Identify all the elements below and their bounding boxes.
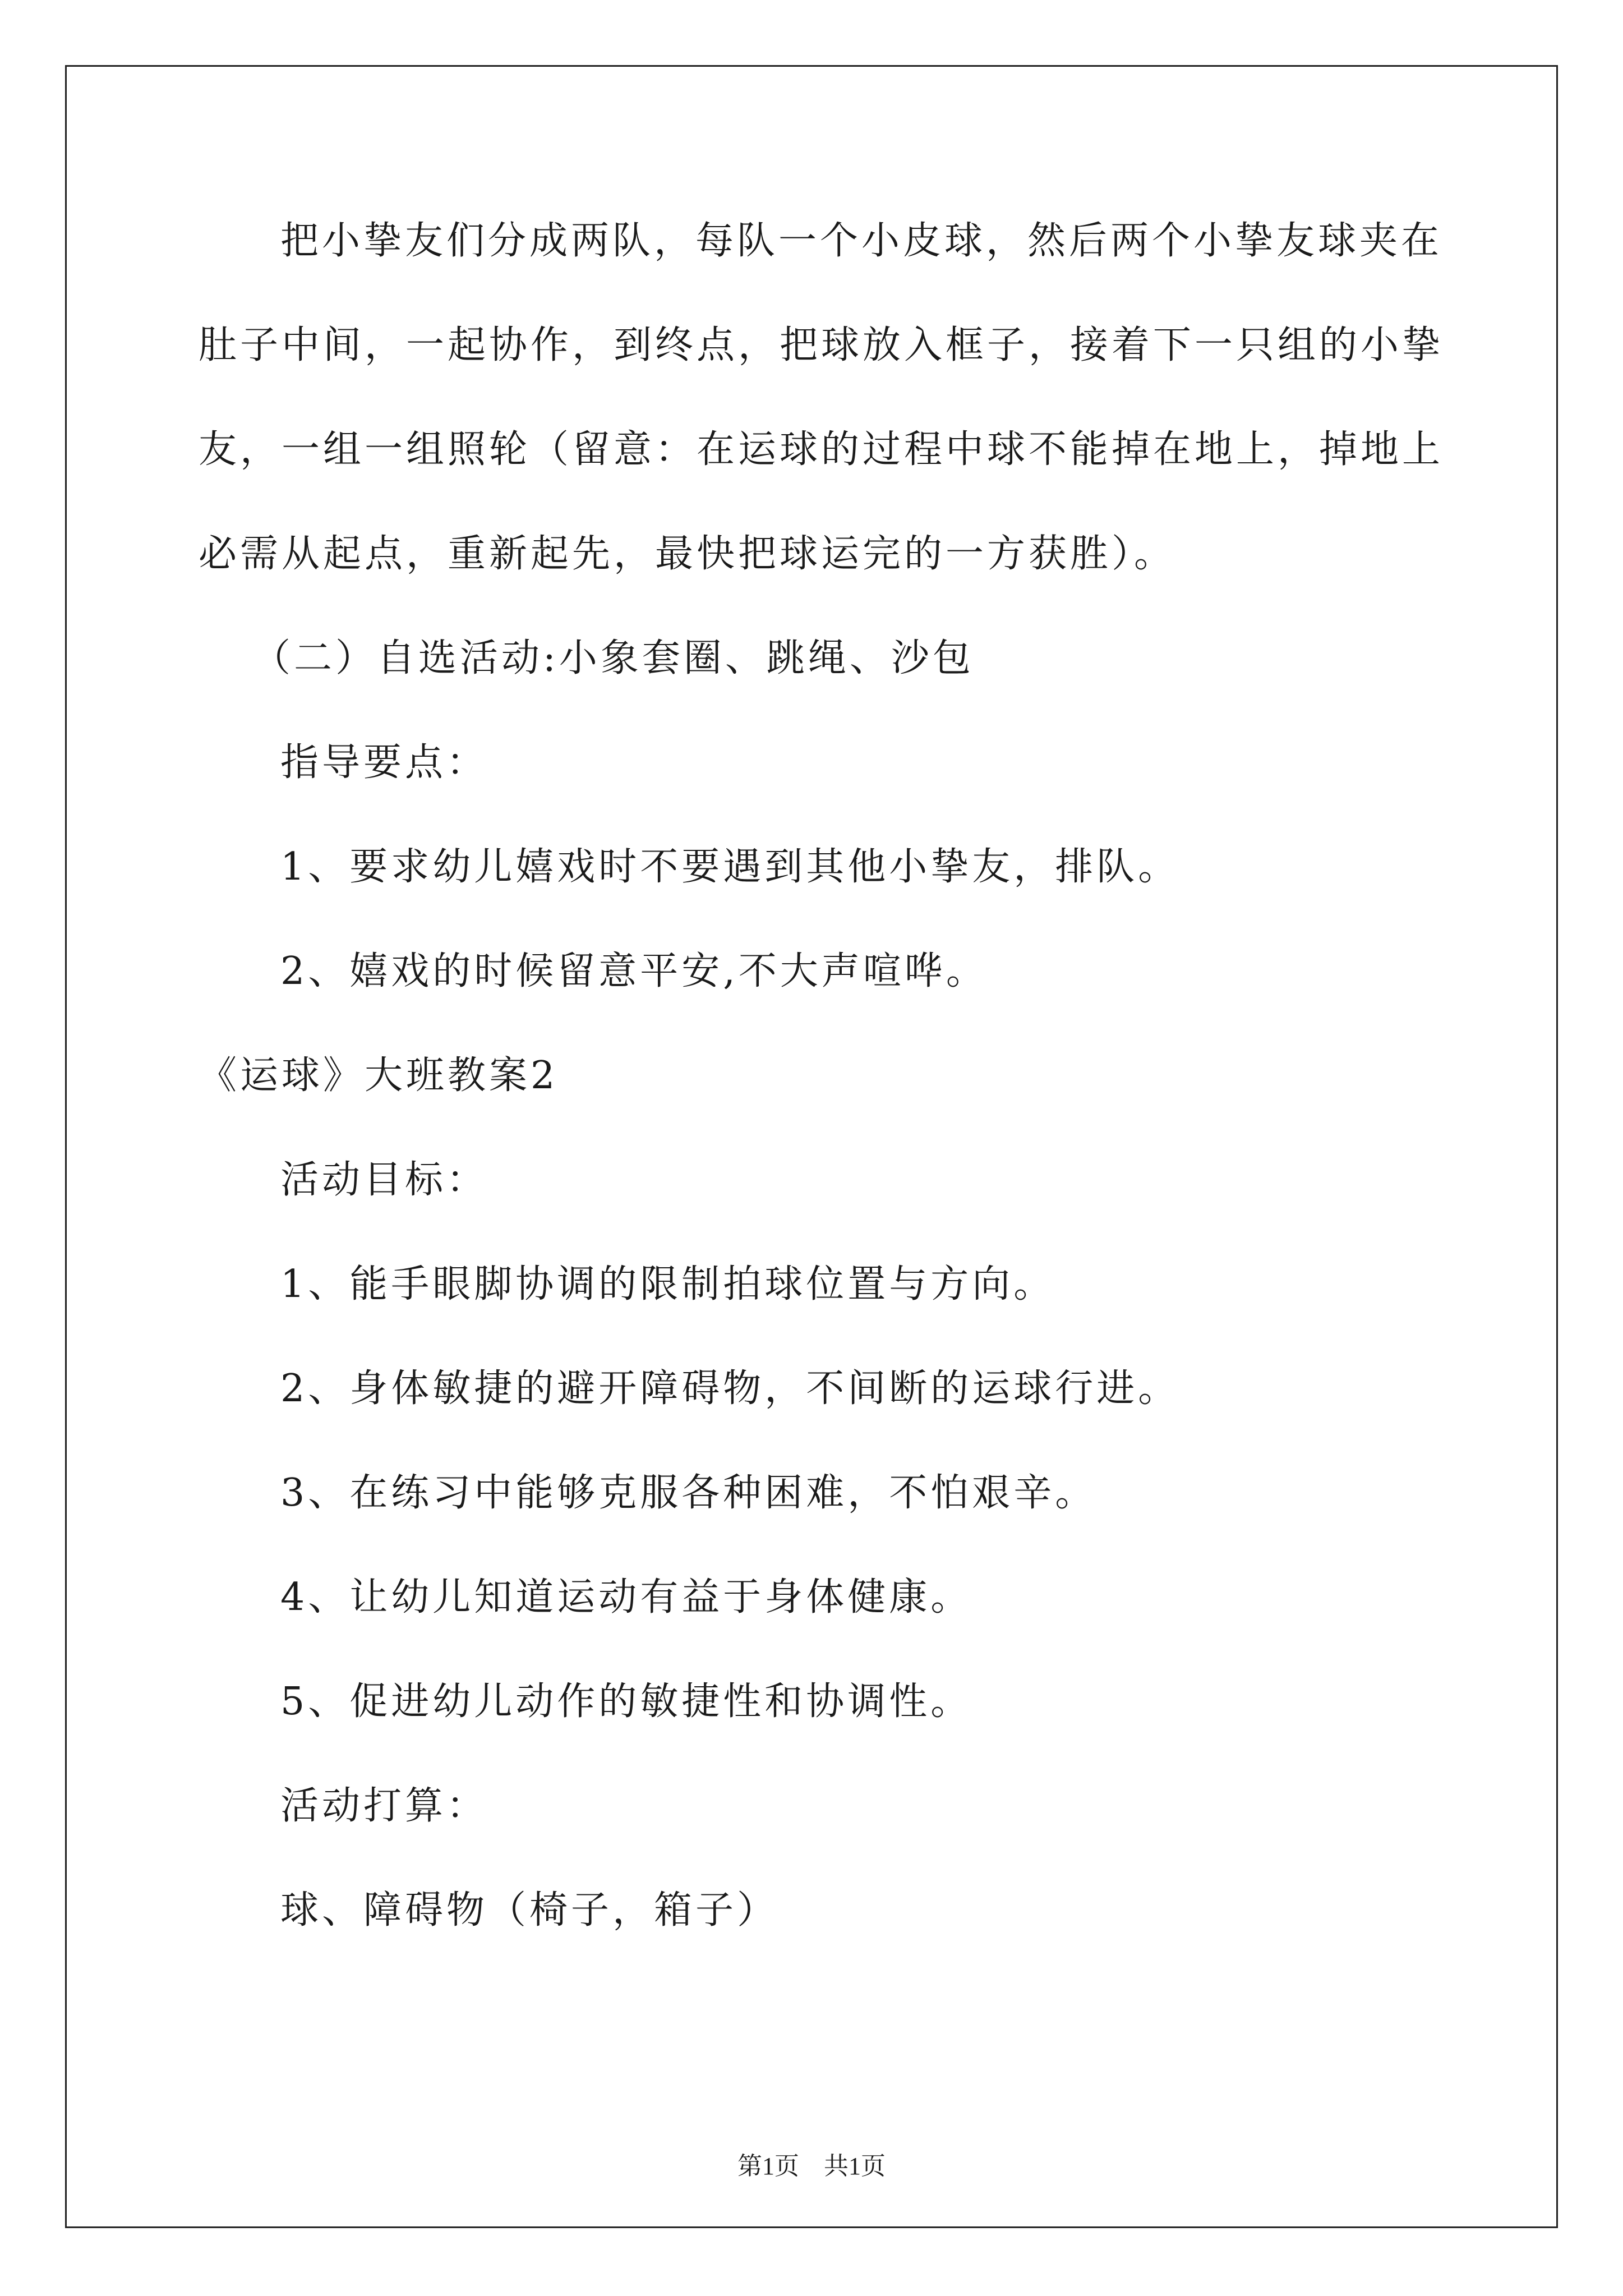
prep-items: 球、障碍物（椅子，箱子） bbox=[280, 1888, 779, 1932]
prep-heading: 活动打算： bbox=[280, 1784, 488, 1828]
goal-item: 1、能手眼脚协调的限制拍球位置与方向。 bbox=[280, 1262, 1055, 1306]
goal-item: 2、身体敏捷的避开障碍物，不间断的运球行进。 bbox=[280, 1366, 1180, 1411]
paragraph-line: 必需从起点，重新起先，最快把球运完的一方获胜）。 bbox=[199, 532, 1176, 576]
guide-item: 1、要求幼儿嬉戏时不要遇到其他小挚友，排队。 bbox=[280, 845, 1180, 889]
page-footer: 第1页 共1页 bbox=[737, 2152, 886, 2180]
goal-item: 3、在练习中能够克服各种困难，不怕艰辛。 bbox=[280, 1471, 1097, 1515]
goal-item: 4、让幼儿知道运动有益于身体健康。 bbox=[280, 1575, 972, 1619]
lesson-title: 《运球》大班教案2 bbox=[199, 1053, 559, 1098]
guide-item: 2、嬉戏的时候留意平安,不大声喧哗。 bbox=[280, 949, 988, 993]
paragraph-line: 把小挚友们分成两队，每队一个小皮球，然后两个小挚友球夹在 bbox=[280, 219, 1443, 263]
paragraph-line: 肚子中间，一起协作，到终点，把球放入框子，接着下一只组的小挚 bbox=[199, 323, 1444, 367]
goals-heading: 活动目标： bbox=[280, 1158, 488, 1202]
paragraph-line: 友，一组一组照轮（留意：在运球的过程中球不能掉在地上，掉地上 bbox=[199, 427, 1444, 472]
guide-heading: 指导要点： bbox=[280, 740, 488, 785]
section-heading: （二）自选活动:小象套圈、跳绳、沙包 bbox=[252, 636, 974, 680]
goal-item: 5、促进幼儿动作的敏捷性和协调性。 bbox=[280, 1680, 972, 1724]
